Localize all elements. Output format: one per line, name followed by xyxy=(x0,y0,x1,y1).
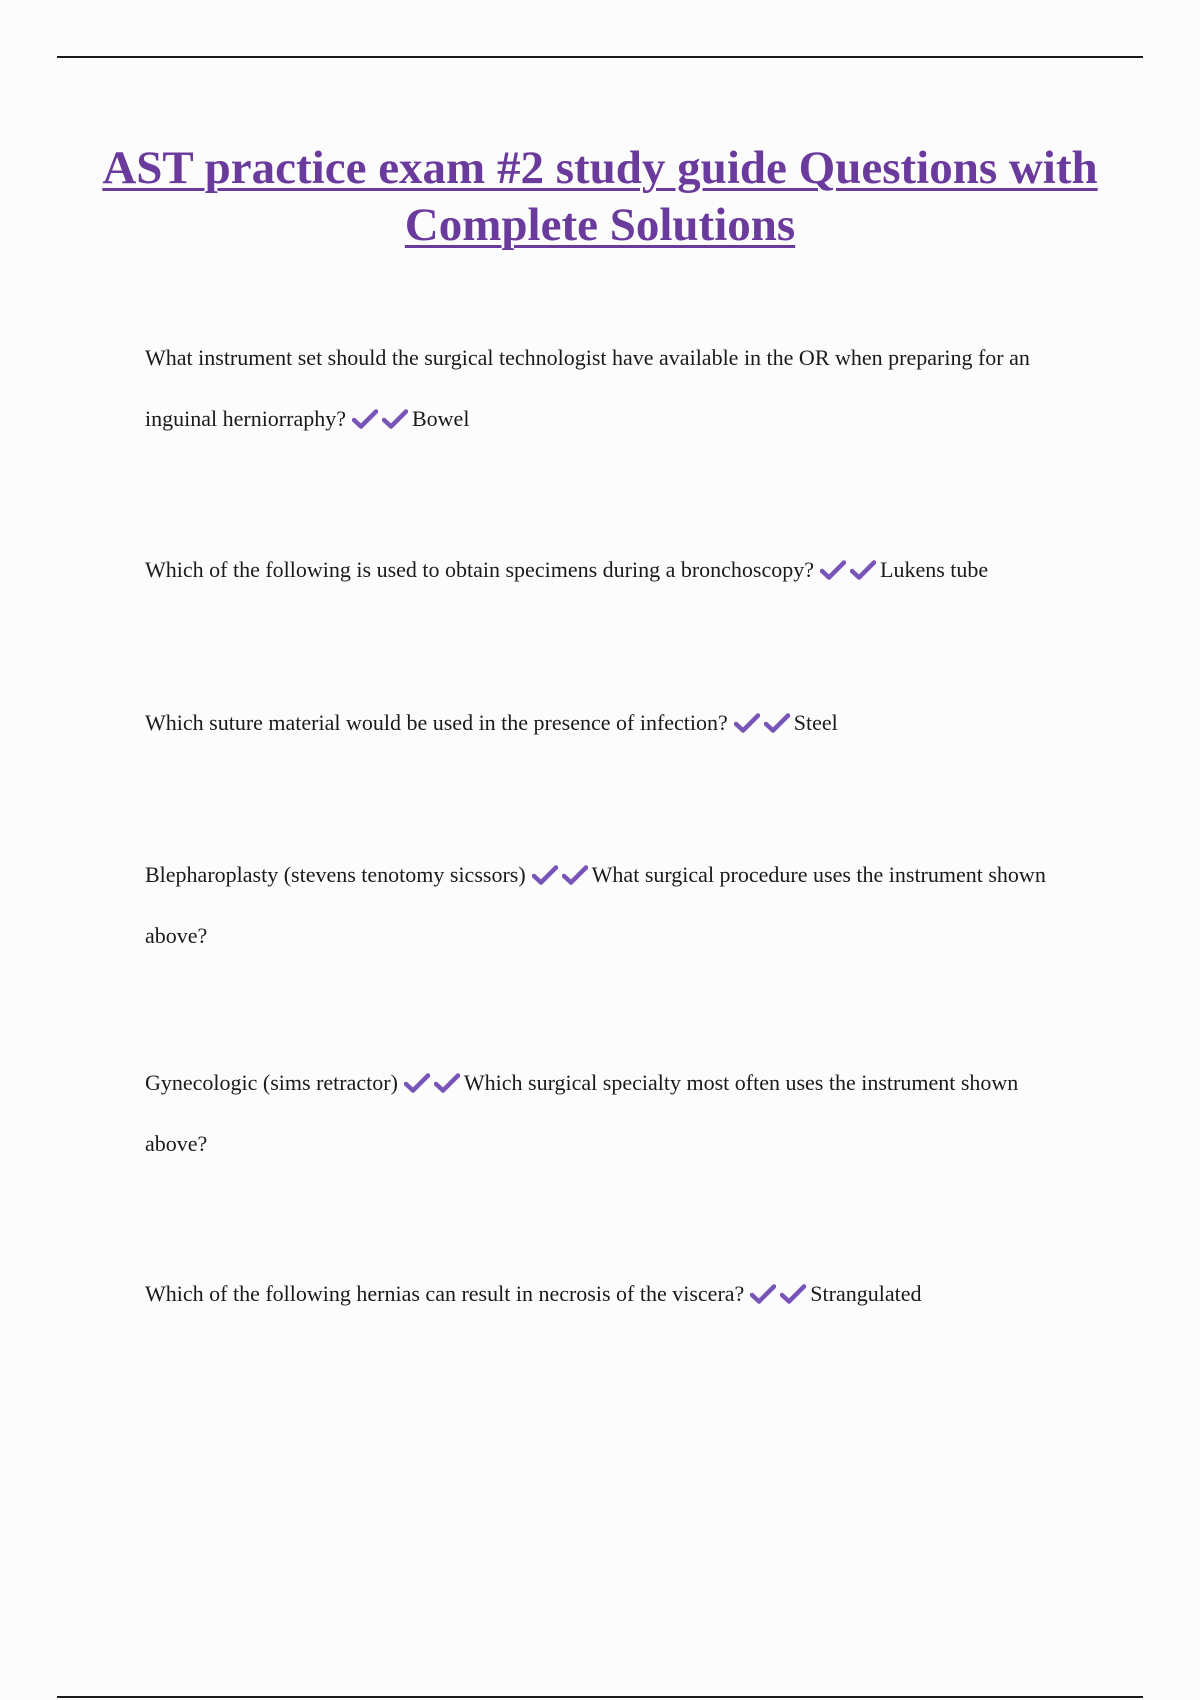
check-icon xyxy=(352,409,378,429)
qa-item-5 xyxy=(145,1052,1085,1174)
qa-item-4 xyxy=(145,844,1085,966)
check-icon xyxy=(382,409,408,429)
answer-text: Lukens tube xyxy=(880,557,989,582)
qa-item-3 xyxy=(145,692,1085,753)
check-icon xyxy=(734,713,760,733)
question-text: Blepharoplasty (stevens tenotomy sicssors) xyxy=(145,862,526,887)
top-divider xyxy=(57,56,1143,58)
check-icon xyxy=(562,865,588,885)
answer-text: What surgical procedure uses the instrument shown above? xyxy=(145,862,1046,948)
check-icon xyxy=(820,560,846,580)
bottom-divider xyxy=(57,1696,1143,1698)
check-icon xyxy=(780,1284,806,1304)
question-text: Gynecologic (sims retractor) xyxy=(145,1070,398,1095)
question-text: Which of the following is used to obtain specimens during a bronchoscopy? xyxy=(145,557,815,582)
page-title: AST practice exam #2 study guide Questions with Complete Solutions xyxy=(102,142,1098,251)
check-icon xyxy=(750,1284,776,1304)
qa-item-6 xyxy=(145,1263,1085,1324)
question-text: What instrument set should the surgical technologist have available in the OR when preparing for an inguinal herniorraphy? xyxy=(145,345,1030,431)
check-icon xyxy=(404,1073,430,1093)
check-icon xyxy=(764,713,790,733)
check-icon xyxy=(434,1073,460,1093)
answer-text: Bowel xyxy=(412,406,470,431)
check-icon xyxy=(532,865,558,885)
answer-text: Which surgical specialty most often uses the instrument shown above? xyxy=(145,1070,1019,1156)
answer-text: Strangulated xyxy=(810,1281,922,1306)
qa-item-1 xyxy=(145,327,1085,449)
question-text: Which suture material would be used in the presence of infection? xyxy=(145,710,728,735)
check-icon xyxy=(850,560,876,580)
qa-item-2 xyxy=(145,539,1085,600)
answer-text: Steel xyxy=(793,710,838,735)
question-text: Which of the following hernias can result in necrosis of the viscera? xyxy=(145,1281,745,1306)
